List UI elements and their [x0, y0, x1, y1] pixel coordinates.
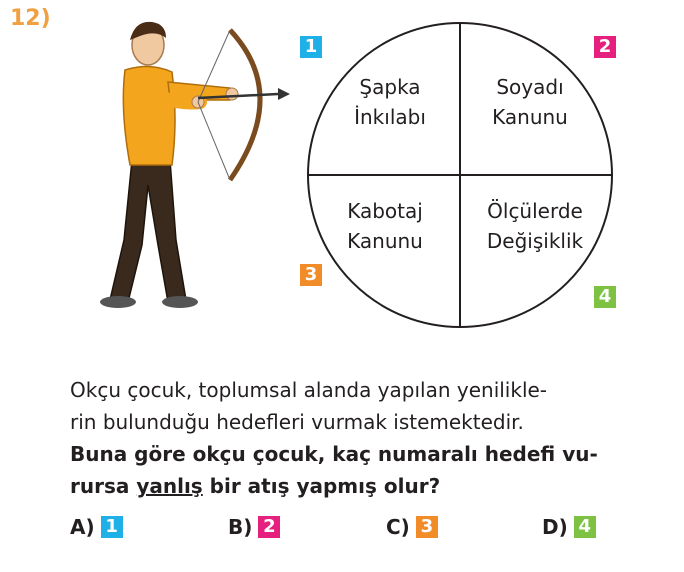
option-letter: B)	[228, 515, 253, 539]
answer-options	[70, 515, 630, 547]
option-badge-2: 2	[258, 516, 280, 538]
segment-label-1: Şapka İnkılabı	[354, 75, 426, 129]
question-number: 12)	[10, 6, 51, 31]
segment-label-2: Soyadı Kanunu	[492, 75, 568, 129]
segment-label-3: Kabotaj Kanunu	[347, 199, 423, 253]
stem-line-1: Okçu çocuk, toplumsal alanda yapılan yenilikle-	[70, 378, 548, 402]
question-line-1: Buna göre okçu çocuk, kaç numaralı hedefi vu-	[70, 442, 598, 466]
option-badge-3: 3	[416, 516, 438, 538]
option-badge-1: 1	[101, 516, 123, 538]
option-c[interactable]	[386, 515, 438, 539]
option-d[interactable]	[542, 515, 596, 539]
question-line-2: rursa yanlış bir atış yapmış olur?	[70, 474, 441, 498]
question-text	[70, 374, 670, 502]
target-badge-4: 4	[594, 286, 616, 308]
option-letter: D)	[542, 515, 568, 539]
target-badge-1: 1	[300, 36, 322, 58]
circular-target	[290, 20, 630, 330]
segment-label-4: Ölçülerde Değişiklik	[486, 199, 584, 253]
target-badge-2: 2	[594, 36, 616, 58]
option-a[interactable]	[70, 515, 123, 539]
option-badge-4: 4	[574, 516, 596, 538]
option-b[interactable]	[228, 515, 280, 539]
stem-line-2: rin bulunduğu hedefleri vurmak istemektedir.	[70, 410, 524, 434]
option-letter: A)	[70, 515, 95, 539]
underlined-word: yanlış	[136, 474, 203, 498]
option-letter: C)	[386, 515, 410, 539]
target-badge-3: 3	[300, 264, 322, 286]
archer-boy-illustration	[80, 10, 290, 310]
